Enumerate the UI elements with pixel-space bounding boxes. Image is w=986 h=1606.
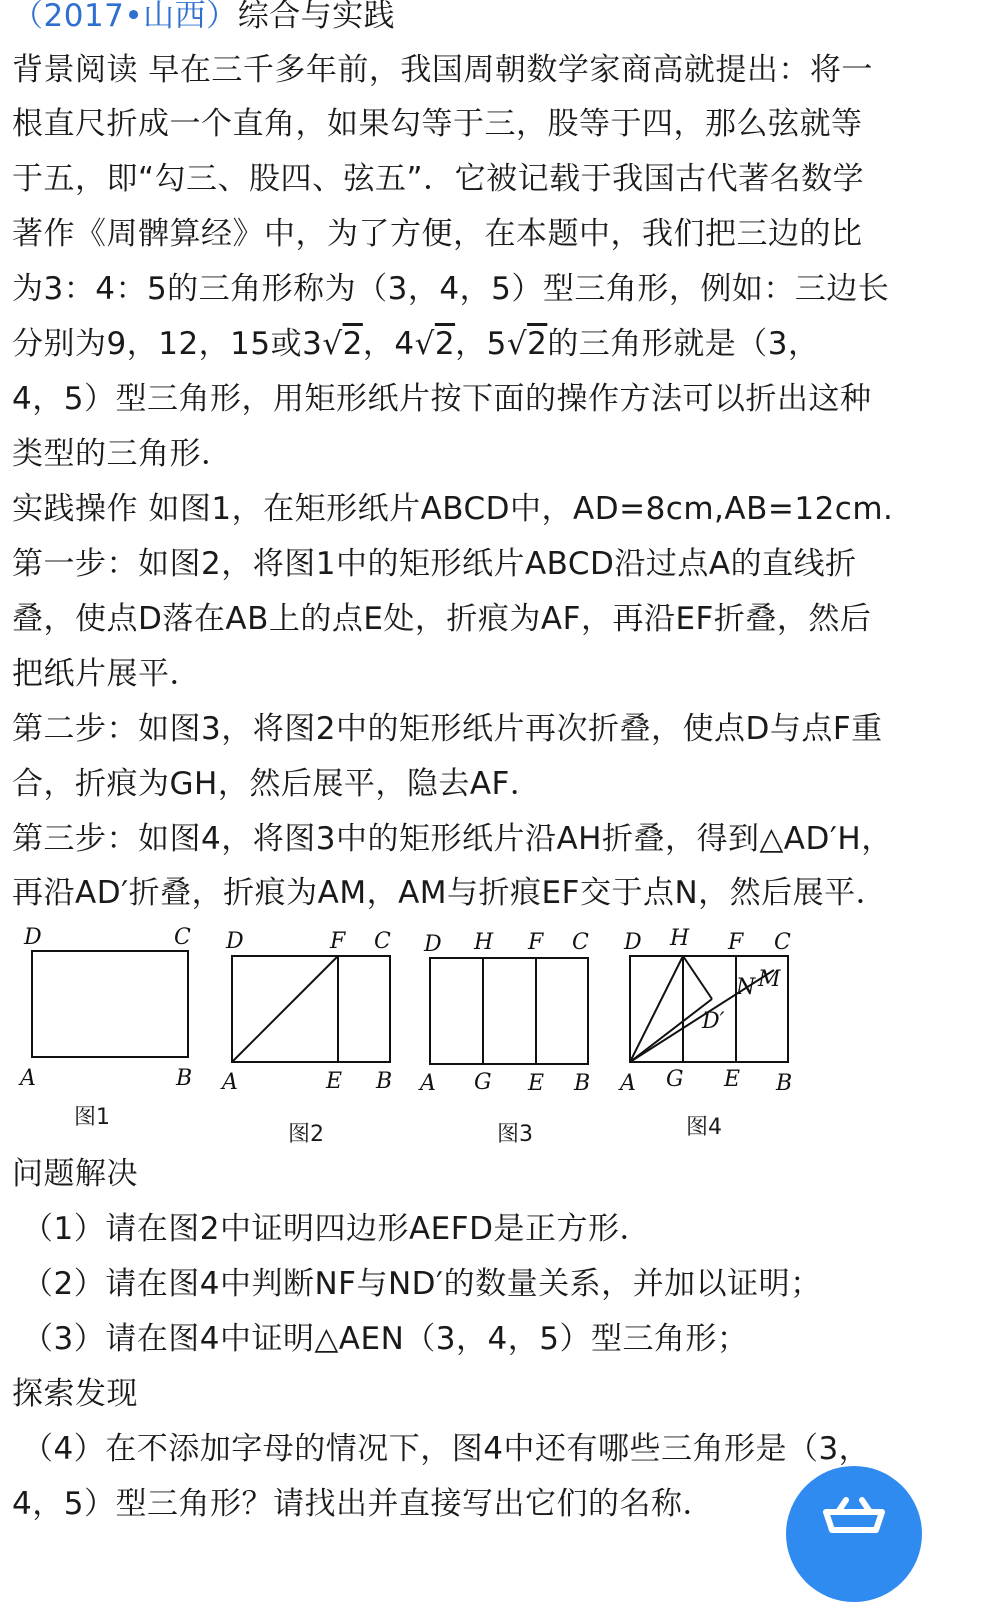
paragraph-line: 第二步：如图3，将图2中的矩形纸片再次折叠，使点D与点F重 <box>12 711 883 747</box>
text-span: ，4 <box>362 326 415 362</box>
figure-2-caption: 图2 <box>288 1122 324 1147</box>
segment-ad-prime <box>630 999 712 1062</box>
question-4-line-1: （4）在不添加字母的情况下，图4中还有哪些三角形是（3， <box>22 1431 871 1467</box>
label-h: H <box>474 930 494 955</box>
label-b: B <box>574 1071 591 1096</box>
label-b: B <box>376 1069 393 1094</box>
text-span: 的三角形就是（3， <box>547 326 820 362</box>
label-a: A <box>420 1071 436 1096</box>
sqrt-symbol: √ <box>322 326 343 362</box>
paragraph-line: 背景阅读 早在三千多年前，我国周朝数学家商高就提出：将一 <box>12 52 873 88</box>
radicand: 2 <box>342 326 363 362</box>
label-d: D <box>624 930 642 955</box>
figure-4 <box>614 922 814 1106</box>
text-span: ，5 <box>455 326 507 362</box>
label-d-prime: D′ <box>702 1009 725 1034</box>
paragraph-line: 第一步：如图2，将图1中的矩形纸片ABCD沿过点A的直线折 <box>12 546 857 582</box>
problem-header <box>12 0 395 36</box>
label-g: G <box>474 1070 492 1095</box>
paragraph-line: 4，5）型三角形，用矩形纸片按下面的操作方法可以折出这种 <box>12 381 872 417</box>
radicand: 2 <box>434 326 456 362</box>
label-d: D <box>424 932 442 957</box>
label-b: B <box>776 1071 793 1096</box>
paragraph-line: 为3：4：5的三角形称为（3，4，5）型三角形，例如：三边长 <box>12 271 890 307</box>
sqrt-symbol: √ <box>506 326 528 362</box>
label-c: C <box>774 930 791 955</box>
rect-abcd <box>32 951 188 1057</box>
label-a: A <box>20 1066 36 1091</box>
figure-2 <box>216 922 412 1106</box>
label-e: E <box>528 1071 545 1096</box>
label-d: D <box>24 925 42 950</box>
figure-4-caption: 图4 <box>686 1115 722 1140</box>
label-e: E <box>724 1067 741 1092</box>
paragraph-line: 再沿AD′折叠，折痕为AM，AM与折痕EF交于点N，然后展平． <box>12 875 888 911</box>
problem-title: 综合与实践 <box>237 0 396 34</box>
text-span: 分别为9，12，15或3 <box>12 326 323 362</box>
question-1: （1）请在图2中证明四边形AEFD是正方形． <box>22 1211 651 1247</box>
label-c: C <box>572 930 589 955</box>
section-heading: 探索发现 <box>12 1376 138 1412</box>
sqrt-symbol: √ <box>414 326 435 362</box>
paragraph-line: 著作《周髀算经》中，为了方便，在本题中，我们把三边的比 <box>12 216 863 252</box>
label-d: D <box>226 929 244 954</box>
label-h: H <box>670 926 690 951</box>
label-f: F <box>528 930 544 955</box>
radicand: 2 <box>527 326 548 362</box>
label-a: A <box>222 1070 238 1095</box>
label-e: E <box>326 1069 343 1094</box>
paragraph-line: 于五，即“勾三、股四、弦五”．它被记载于我国古代著名数学 <box>12 161 865 197</box>
rect-abcd <box>430 958 588 1064</box>
rect-abcd <box>232 956 390 1062</box>
figure-3-diagram <box>416 922 612 1102</box>
figure-1 <box>14 922 214 1106</box>
paragraph-line: 合，折痕为GH，然后展平，隐去AF． <box>12 766 542 802</box>
paragraph-line: 第三步：如图4，将图3中的矩形纸片沿AH折叠，得到△AD′H， <box>12 821 893 857</box>
paragraph-line: 类型的三角形． <box>12 436 233 472</box>
figure-3-caption: 图3 <box>497 1122 533 1147</box>
label-g: G <box>666 1067 684 1092</box>
figure-2-diagram <box>216 922 412 1102</box>
paragraph-line: 根直尺折成一个直角，如果勾等于三，股等于四，那么弦就等 <box>12 106 863 142</box>
label-f: F <box>330 929 346 954</box>
label-b: B <box>176 1066 193 1091</box>
label-m: M <box>758 967 781 992</box>
question-2: （2）请在图4中判断NF与ND′的数量关系，并加以证明； <box>22 1266 822 1302</box>
crease-af <box>232 956 338 1062</box>
paragraph-line-with-radicals <box>12 324 820 364</box>
label-c: C <box>174 925 191 950</box>
figure-4-diagram <box>614 922 814 1102</box>
label-a: A <box>620 1071 636 1096</box>
figure-1-caption: 图1 <box>74 1105 110 1130</box>
floating-basket-button[interactable] <box>786 1466 922 1602</box>
section-heading: 问题解决 <box>12 1156 138 1192</box>
paragraph-line: 实践操作 如图1，在矩形纸片ABCD中，AD=8cm,AB=12cm. <box>12 491 894 527</box>
paragraph-line: 叠，使点D落在AB上的点E处，折痕为AF，再沿EF折叠，然后 <box>12 601 872 637</box>
basket-icon <box>786 1466 922 1602</box>
figure-1-diagram <box>14 922 214 1102</box>
label-n: N <box>736 975 756 1000</box>
question-3: （3）请在图4中证明△AEN（3，4，5）型三角形； <box>22 1321 749 1357</box>
paragraph-line: 把纸片展平． <box>12 656 201 692</box>
label-f: F <box>728 930 744 955</box>
label-c: C <box>374 929 391 954</box>
figure-3 <box>416 922 612 1106</box>
segment-hd-prime <box>683 956 712 999</box>
problem-source: （2017•山西） <box>12 0 238 34</box>
question-4-line-2: 4，5）型三角形？请找出并直接写出它们的名称． <box>12 1486 714 1522</box>
